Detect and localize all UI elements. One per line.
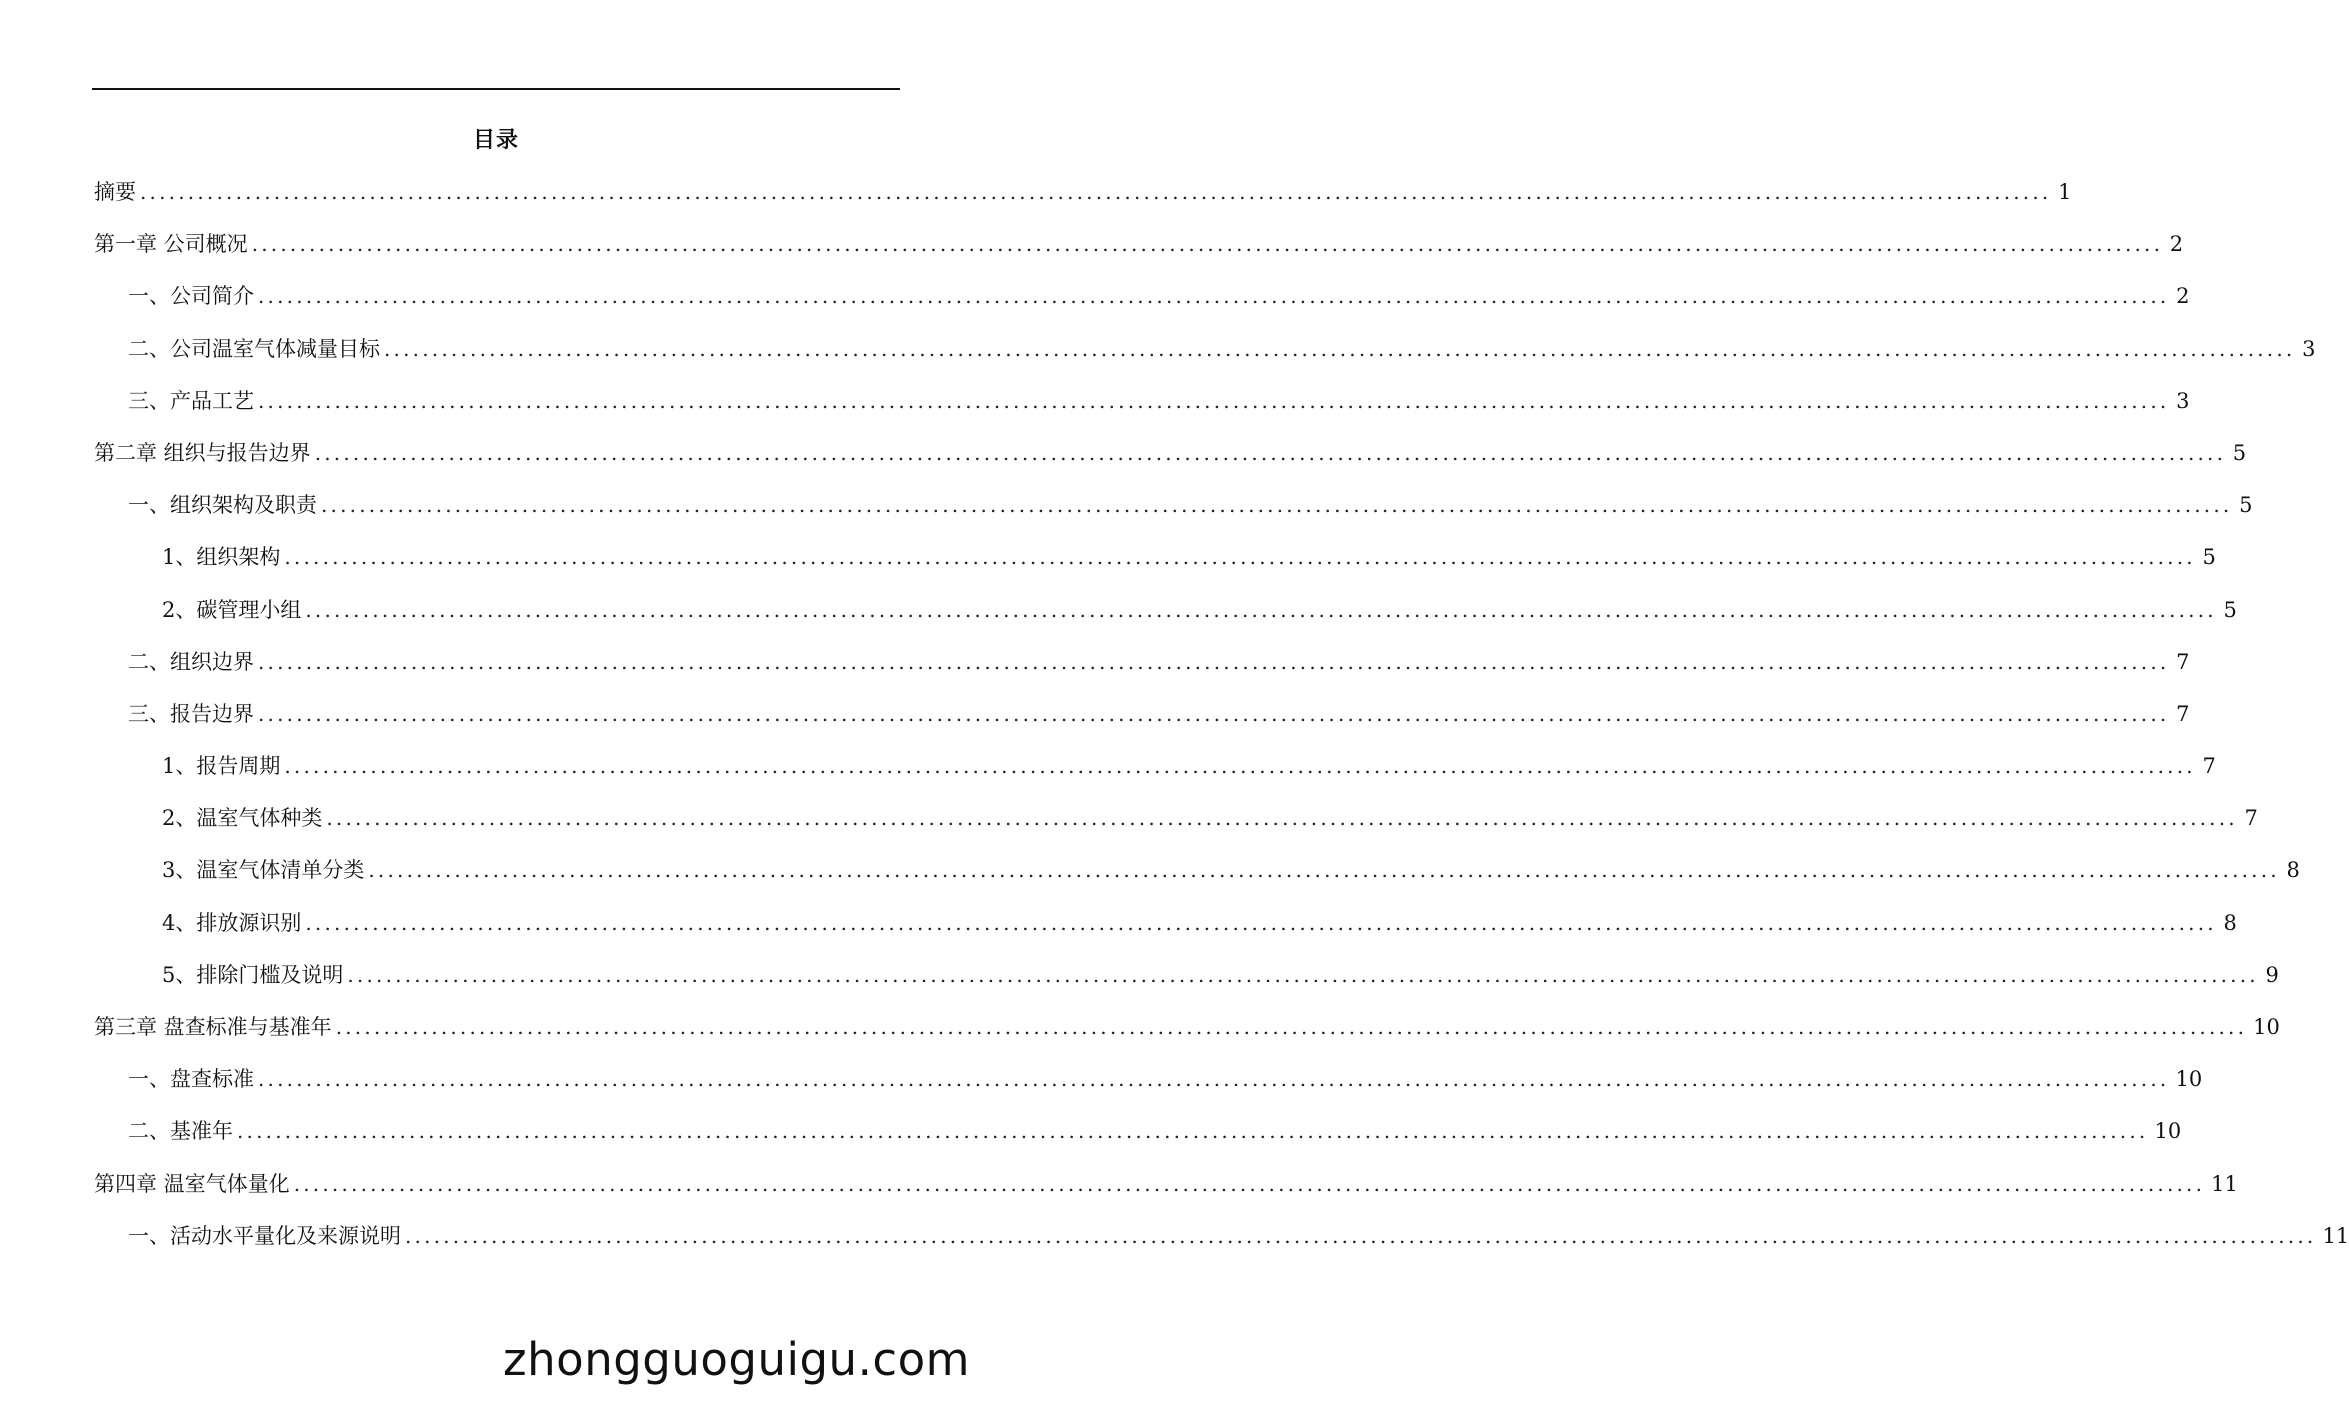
toc-dot-leader: ........................................................................................................................................................................................................ xyxy=(258,649,2170,674)
toc-entry-page-number: 11 xyxy=(2211,1171,2238,1196)
toc-entry-page-number: 8 xyxy=(2223,910,2237,935)
toc-entry-label: 4、排放源识别 xyxy=(162,910,302,935)
toc-entry[interactable] xyxy=(94,385,2190,437)
toc-dot-leader: ........................................................................................................................................................................................................ xyxy=(293,1171,2206,1196)
toc-dot-leader: ........................................................................................................................................................................................................ xyxy=(321,493,2233,518)
toc-entry[interactable] xyxy=(94,437,2247,489)
toc-dot-leader: ........................................................................................................................................................................................................ xyxy=(237,1119,2149,1144)
toc-entry[interactable] xyxy=(94,1168,2238,1220)
toc-entry[interactable] xyxy=(94,1220,2349,1272)
toc-entry-page-number: 3 xyxy=(2176,388,2190,413)
toc-entry-label: 第三章 盘查标准与基准年 xyxy=(94,1015,332,1039)
toc-entry-label: 二、基准年 xyxy=(128,1119,233,1144)
toc-dot-leader: ........................................................................................................................................................................................................ xyxy=(258,701,2170,726)
toc-entry-label: 3、温室气体清单分类 xyxy=(162,858,365,883)
toc-entry-label: 第一章 公司概况 xyxy=(94,232,248,257)
toc-entry-page-number: 2 xyxy=(2176,284,2190,309)
toc-dot-leader: ........................................................................................................................................................................................................ xyxy=(347,962,2259,987)
header-rule xyxy=(92,88,900,90)
toc-entry[interactable] xyxy=(94,1063,2203,1115)
toc-title: 目录 xyxy=(472,127,519,153)
toc-dot-leader: ........................................................................................................................................................................................................ xyxy=(305,597,2217,622)
toc-dot-leader: ........................................................................................................................................................................................................ xyxy=(384,336,2296,361)
toc-list xyxy=(94,176,2349,1272)
toc-dot-leader: ........................................................................................................................................................................................................ xyxy=(284,545,2196,570)
toc-entry[interactable] xyxy=(94,333,2316,385)
toc-entry-page-number: 10 xyxy=(2253,1015,2280,1039)
toc-entry[interactable] xyxy=(94,280,2190,332)
toc-dot-leader: ........................................................................................................................................................................................................ xyxy=(326,806,2238,831)
toc-entry[interactable] xyxy=(94,489,2253,541)
toc-entry-label: 三、报告边界 xyxy=(128,701,254,726)
toc-dot-leader: ........................................................................................................................................................................................................ xyxy=(258,1067,2170,1092)
toc-entry-page-number: 3 xyxy=(2302,336,2316,361)
toc-entry-page-number: 5 xyxy=(2232,440,2247,465)
toc-entry[interactable] xyxy=(94,1115,2182,1167)
toc-dot-leader: ........................................................................................................................................................................................................ xyxy=(251,232,2164,257)
toc-dot-leader: ........................................................................................................................................................................................................ xyxy=(258,388,2170,413)
toc-dot-leader: ........................................................................................................................................................................................................ xyxy=(305,910,2217,935)
toc-entry-page-number: 9 xyxy=(2265,962,2279,987)
toc-dot-leader: ........................................................................................................................................................................................................ xyxy=(314,440,2227,465)
toc-entry[interactable] xyxy=(94,228,2184,280)
toc-entry[interactable] xyxy=(94,541,2216,593)
toc-entry-page-number: 5 xyxy=(2239,493,2253,518)
toc-entry-label: 一、盘查标准 xyxy=(128,1067,254,1092)
toc-entry-page-number: 7 xyxy=(2244,806,2258,831)
toc-entry-label: 二、组织边界 xyxy=(128,649,254,674)
toc-entry-label: 1、报告周期 xyxy=(162,754,281,779)
toc-dot-leader: ........................................................................................................................................................................................................ xyxy=(335,1015,2248,1039)
toc-entry[interactable] xyxy=(94,1011,2280,1063)
toc-entry-label: 一、公司简介 xyxy=(128,284,254,309)
toc-entry[interactable] xyxy=(94,594,2237,646)
toc-entry-label: 三、产品工艺 xyxy=(128,388,254,413)
toc-entry[interactable] xyxy=(94,176,2072,228)
toc-entry-label: 摘要 xyxy=(94,180,136,204)
toc-entry-page-number: 11 xyxy=(2322,1223,2349,1248)
toc-entry-page-number: 8 xyxy=(2286,858,2300,883)
toc-entry[interactable] xyxy=(94,959,2279,1011)
toc-entry-label: 一、活动水平量化及来源说明 xyxy=(128,1223,401,1248)
toc-entry-label: 一、组织架构及职责 xyxy=(128,493,317,518)
toc-entry[interactable] xyxy=(94,802,2258,854)
toc-entry[interactable] xyxy=(94,907,2237,959)
toc-entry-label: 第二章 组织与报告边界 xyxy=(94,440,311,465)
toc-entry-page-number: 10 xyxy=(2175,1067,2203,1092)
toc-entry-page-number: 10 xyxy=(2154,1119,2182,1144)
toc-entry-label: 2、碳管理小组 xyxy=(162,597,302,622)
toc-dot-leader: ........................................................................................................................................................................................................ xyxy=(140,180,2052,204)
toc-entry-page-number: 7 xyxy=(2176,701,2190,726)
toc-entry[interactable] xyxy=(94,750,2216,802)
toc-dot-leader: ........................................................................................................................................................................................................ xyxy=(368,858,2280,883)
toc-dot-leader: ........................................................................................................................................................................................................ xyxy=(405,1223,2317,1248)
watermark-text: zhongguoguigu.com xyxy=(503,1333,970,1386)
toc-dot-leader: ........................................................................................................................................................................................................ xyxy=(284,754,2196,779)
toc-entry-page-number: 7 xyxy=(2202,754,2216,779)
toc-entry[interactable] xyxy=(94,854,2300,906)
toc-entry-label: 第四章 温室气体量化 xyxy=(94,1171,290,1196)
toc-entry-label: 二、公司温室气体减量目标 xyxy=(128,336,380,361)
toc-entry-page-number: 2 xyxy=(2169,232,2184,257)
toc-dot-leader: ........................................................................................................................................................................................................ xyxy=(258,284,2170,309)
toc-entry-label: 5、排除门槛及说明 xyxy=(162,962,344,987)
toc-entry-label: 1、组织架构 xyxy=(162,545,281,570)
toc-entry-page-number: 1 xyxy=(2058,180,2072,204)
toc-entry[interactable] xyxy=(94,646,2190,698)
toc-entry-page-number: 7 xyxy=(2176,649,2190,674)
toc-entry[interactable] xyxy=(94,698,2190,750)
toc-entry-page-number: 5 xyxy=(2202,545,2216,570)
toc-entry-label: 2、温室气体种类 xyxy=(162,806,323,831)
toc-entry-page-number: 5 xyxy=(2223,597,2237,622)
